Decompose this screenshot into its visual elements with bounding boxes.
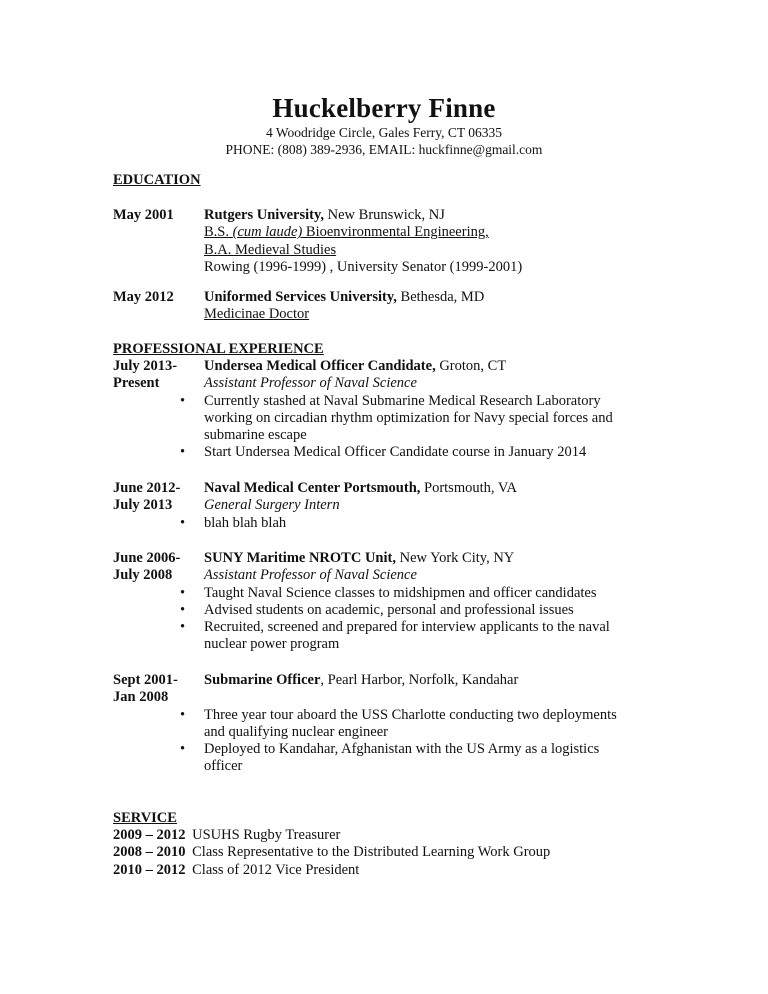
education-date: May 2001 <box>113 207 174 223</box>
role-title: General Surgery Intern <box>204 497 340 514</box>
date-start: July 2013- <box>113 358 178 374</box>
degree-line <box>204 224 673 241</box>
bullet-icon: • <box>180 619 186 636</box>
date-start: Sept 2001- <box>113 672 178 688</box>
contact-line: PHONE: (808) 389-2936, EMAIL: huckfinne@gmail.com <box>225 142 543 157</box>
institution-location: Bethesda, MD <box>396 289 485 305</box>
bullet-list <box>180 706 673 776</box>
date-end: July 2008 <box>113 567 173 584</box>
experience-date <box>113 550 203 585</box>
experience-heading: PROFESSIONAL EXPERIENCE <box>113 341 324 357</box>
experience-date <box>113 480 203 515</box>
service-years: 2010 – 2012 <box>113 861 186 878</box>
spacer-line <box>204 689 673 706</box>
bullet-text: Currently stashed at Naval Submarine Medical Research Laboratory working on circadian rhythm optimization for Navy special forces and submarine escape <box>204 392 613 444</box>
degree-suffix: Bioenvironmental Engineering, <box>302 224 489 241</box>
service-text: Class Representative to the Distributed Learning Work Group <box>192 844 551 861</box>
institution-location: New Brunswick, NJ <box>324 207 445 223</box>
address-line: 4 Woodridge Circle, Gales Ferry, CT 06335 <box>266 125 502 140</box>
experience-org-line <box>204 672 673 689</box>
bullet-text: Taught Naval Science classes to midshipmen and officer candidates <box>204 584 597 601</box>
second-degree-line: B.A. Medieval Studies <box>204 241 337 258</box>
organization-location: Groton, CT <box>435 358 507 374</box>
bullet-list <box>180 392 673 462</box>
service-years: 2008 – 2010 <box>113 844 186 861</box>
organization-name: Submarine Officer <box>204 672 321 688</box>
service-years: 2009 – 2012 <box>113 827 186 843</box>
experience-date <box>113 358 203 393</box>
bullet-text: Recruited, screened and prepared for interview applicants to the naval nuclear power program <box>204 619 610 653</box>
education-heading: EDUCATION <box>113 172 201 188</box>
organization-name: Undersea Medical Officer Candidate, <box>204 358 436 374</box>
service-heading: SERVICE <box>113 810 177 826</box>
organization-name: Naval Medical Center Portsmouth, <box>204 480 421 496</box>
bullet-item <box>180 619 673 654</box>
service-text: USUHS Rugby Treasurer <box>192 827 341 843</box>
bullet-text: Three year tour aboard the USS Charlotte conducting two deployments and qualifying nuclear engineer <box>204 706 617 740</box>
organization-location: New York City, NY <box>395 550 515 566</box>
bullet-icon: • <box>180 514 186 531</box>
experience-entry <box>113 358 673 462</box>
experience-entry <box>113 550 673 654</box>
role-title: Assistant Professor of Naval Science <box>204 375 417 392</box>
bullet-item <box>180 392 673 445</box>
service-item <box>113 862 550 879</box>
education-institution-line <box>204 289 673 306</box>
experience-org-line <box>204 480 673 497</box>
bullet-list <box>180 514 673 532</box>
date-start: June 2006- <box>113 550 181 566</box>
bullet-icon: • <box>180 741 186 758</box>
date-end: Jan 2008 <box>113 689 169 706</box>
degree-prefix: B.S. <box>204 224 233 241</box>
bullet-icon: • <box>180 601 186 618</box>
bullet-item <box>180 584 673 602</box>
experience-org-line <box>204 550 673 567</box>
institution-name: Uniformed Services University, <box>204 289 397 305</box>
organization-location: , Pearl Harbor, Norfolk, Kandahar <box>320 672 519 688</box>
bullet-text: Deployed to Kandahar, Afghanistan with the US Army as a logistics officer <box>204 741 600 775</box>
bullet-icon: • <box>180 706 186 723</box>
bullet-text: Start Undersea Medical Officer Candidate course in January 2014 <box>204 444 587 461</box>
experience-date <box>113 672 203 707</box>
degree-line: Medicinae Doctor <box>204 306 310 323</box>
applicant-name: Huckelberry Finne <box>272 93 496 123</box>
service-text: Class of 2012 Vice President <box>192 861 360 878</box>
resume-header <box>0 92 768 158</box>
bullet-item <box>180 514 673 532</box>
bullet-text: Advised students on academic, personal and professional issues <box>204 601 574 618</box>
organization-name: SUNY Maritime NROTC Unit, <box>204 550 396 566</box>
service-list <box>113 827 550 879</box>
degree-honors: (cum laude) <box>232 224 303 241</box>
bullet-list <box>180 584 673 654</box>
bullet-item <box>180 741 673 776</box>
education-entry-usu <box>113 289 673 324</box>
bullet-text: blah blah blah <box>204 514 287 531</box>
institution-name: Rutgers University, <box>204 207 325 223</box>
bullet-item <box>180 706 673 742</box>
education-entry-rutgers <box>113 207 673 276</box>
organization-location: Portsmouth, VA <box>420 480 517 496</box>
date-end: Present <box>113 375 160 392</box>
bullet-icon: • <box>180 584 186 601</box>
education-institution-line <box>204 207 673 224</box>
date-start: June 2012- <box>113 480 181 496</box>
bullet-icon: • <box>180 444 186 461</box>
experience-entry <box>113 480 673 532</box>
role-title: Assistant Professor of Naval Science <box>204 567 417 584</box>
experience-entry <box>113 672 673 776</box>
bullet-item <box>180 601 673 619</box>
date-end: July 2013 <box>113 497 173 514</box>
experience-org-line <box>204 358 673 375</box>
bullet-icon: • <box>180 392 186 409</box>
service-item <box>113 844 550 861</box>
service-item <box>113 827 550 844</box>
activities-line: Rowing (1996-1999) , University Senator (1999-2001) <box>204 258 523 275</box>
bullet-item <box>180 444 673 461</box>
education-date: May 2012 <box>113 289 174 305</box>
